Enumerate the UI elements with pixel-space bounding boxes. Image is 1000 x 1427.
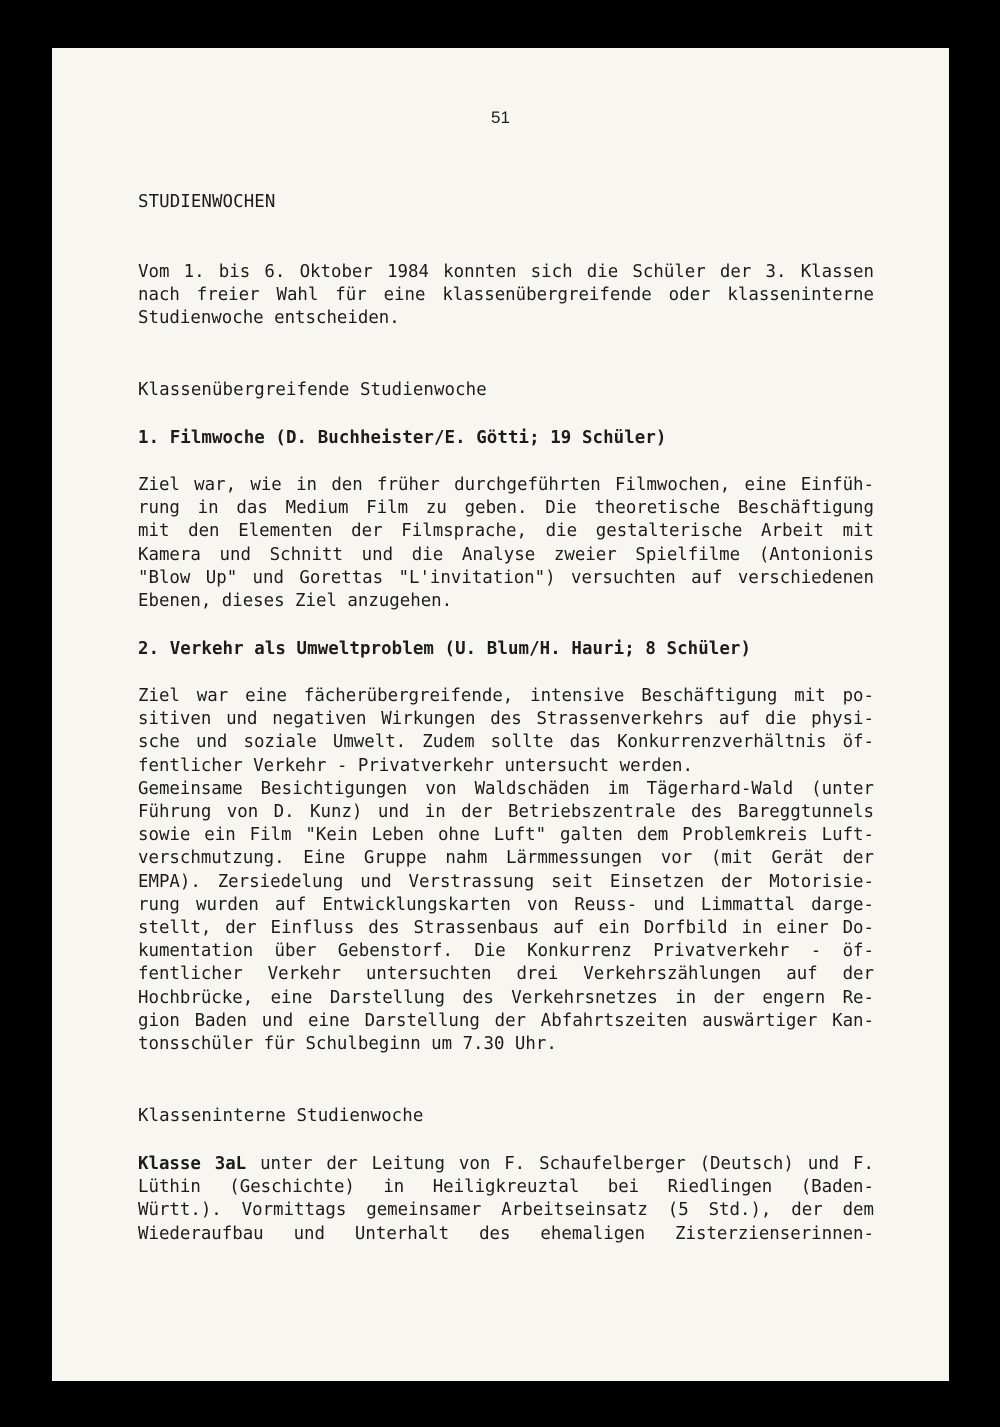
text-line: Führung von D. Kunz) und in der Betriebszentrale des Bareggtunnels xyxy=(138,802,874,823)
text-line: sowie ein Film "Kein Leben ohne Luft" galten dem Problemkreis Luft- xyxy=(138,825,874,846)
document-page xyxy=(52,48,949,1381)
text-line: Kamera und Schnitt und die Analyse zweier Spielfilme (Antonionis xyxy=(138,544,874,565)
text-line: mit den Elementen der Filmsprache, die gestalterische Arbeit mit xyxy=(138,521,874,542)
text-line: fentlicher Verkehr - Privatverkehr untersucht werden. xyxy=(138,755,693,776)
text-line: tonsschüler für Schulbeginn um 7.30 Uhr. xyxy=(138,1034,557,1055)
filmwoche-paragraph xyxy=(138,474,874,613)
verkehr-paragraph xyxy=(138,685,874,1056)
page-title: STUDIENWOCHEN xyxy=(138,192,276,212)
text-line: kumentation über Gebenstorf. Die Konkurrenz Privatverkehr - öf- xyxy=(138,941,874,962)
text-line: "Blow Up" und Gorettas "L'invitation") versuchten auf verschiedenen xyxy=(138,567,874,588)
text-line: verschmutzung. Eine Gruppe nahm Lärmmessungen vor (mit Gerät der xyxy=(138,848,874,869)
text-line: EMPA). Zersiedelung und Verstrassung seit Einsetzen der Motorisie- xyxy=(138,871,874,892)
intro-paragraph xyxy=(138,261,874,331)
text-line: nach freier Wahl für eine klassenübergreifende oder klasseninterne xyxy=(138,285,874,306)
klasse-3al-paragraph xyxy=(138,1153,874,1246)
text-line: gion Baden und eine Darstellung der Abfahrtszeiten auswärtiger Kan- xyxy=(138,1010,874,1031)
text-line: Ebenen, dieses Ziel anzugehen. xyxy=(138,591,453,612)
item-heading-verkehr: 2. Verkehr als Umweltproblem (U. Blum/H. Hauri; 8 Schüler) xyxy=(138,639,752,659)
text-line: rung in das Medium Film zu geben. Die theoretische Beschäftigung xyxy=(138,498,874,519)
section-heading-in-class: Klasseninterne Studienwoche xyxy=(138,1106,424,1126)
text-line: Vom 1. bis 6. Oktober 1984 konnten sich die Schüler der 3. Klassen xyxy=(138,262,874,282)
text-line: stellt, der Einfluss des Strassenbaus auf ein Dorfbild in einer Do- xyxy=(138,918,874,939)
text-line: fentlicher Verkehr untersuchten drei Verkehrszählungen auf der xyxy=(138,964,874,985)
text-line: Württ.). Vormittags gemeinsamer Arbeitseinsatz (5 Std.), der dem xyxy=(138,1200,874,1221)
item-heading-filmwoche: 1. Filmwoche (D. Buchheister/E. Götti; 19 Schüler) xyxy=(138,428,667,448)
class-label: Klasse 3aL xyxy=(138,1154,247,1174)
text-line: rung wurden auf Entwicklungskarten von Reuss- und Limmattal darge- xyxy=(138,894,874,915)
text-line: Lüthin (Geschichte) in Heiligkreuztal bei Riedlingen (Baden- xyxy=(138,1177,874,1198)
text-line: Hochbrücke, eine Darstellung des Verkehrsnetzes in der engern Re- xyxy=(138,987,874,1008)
section-heading-cross-class: Klassenübergreifende Studienwoche xyxy=(138,380,487,400)
text-line xyxy=(138,1153,874,1176)
text-line: Ziel war eine fächerübergreifende, intensive Beschäftigung mit po- xyxy=(138,686,874,706)
text-line: Ziel war, wie in den früher durchgeführten Filmwochen, eine Einfüh- xyxy=(138,475,874,495)
text-line: sitiven und negativen Wirkungen des Strassenverkehrs auf die physi- xyxy=(138,709,874,730)
text-line: Gemeinsame Besichtigungen von Waldschäden im Tägerhard-Wald (unter xyxy=(138,778,874,799)
page-number: 51 xyxy=(491,108,510,127)
text-line: Wiederaufbau und Unterhalt des ehemaligen Zisterzienserinnen- xyxy=(138,1223,874,1244)
text-line: Studienwoche entscheiden. xyxy=(138,308,400,329)
text-run: unter der Leitung von F. Schaufelberger (Deutsch) und F. xyxy=(246,1154,874,1174)
text-line: sche und soziale Umwelt. Zudem sollte das Konkurrenzverhältnis öf- xyxy=(138,732,874,753)
